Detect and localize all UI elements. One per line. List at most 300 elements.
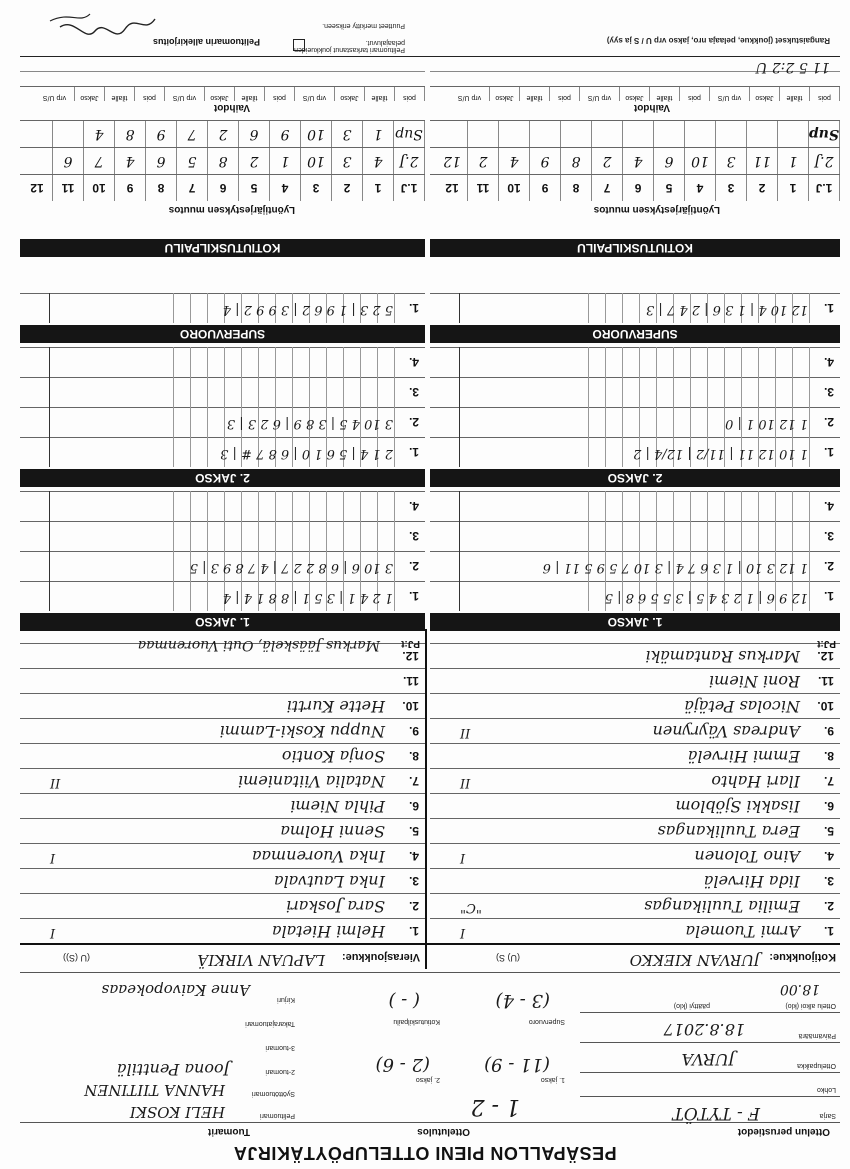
player-name: Eera Tuulikangas (657, 822, 800, 841)
inning-number: 1. (408, 301, 419, 315)
inning-entry: 5 2 3 | 1 9 6 2 | 3 9 9 2 | 4 (222, 302, 393, 317)
inning-cell (225, 377, 242, 407)
player-name: Nicolas Petäjä (684, 697, 800, 716)
inning-cell (691, 491, 708, 521)
batting-order-away (20, 120, 425, 201)
batting-order-cell: 8 (115, 121, 146, 147)
inning-number: 2. (408, 415, 419, 429)
player-mark: II (50, 775, 61, 790)
player-row (430, 718, 840, 743)
inning-cell (742, 491, 759, 521)
header-tuomarit: Tuomarit (207, 1126, 250, 1137)
takaraja-label: Takarajatuomari (245, 1020, 295, 1027)
player-number: 8. (408, 749, 419, 763)
player-name: Iisakki Sjöblom (675, 797, 800, 816)
kirjuri-value: Anne Kaivopokeaas (101, 981, 250, 999)
subs-col-header: tilalle (235, 87, 265, 101)
inning-cell (793, 347, 810, 377)
inning-cell (572, 581, 589, 611)
inning-cell (225, 491, 242, 521)
inning-cell (606, 491, 623, 521)
home-us: (U) S) (496, 953, 520, 963)
subs-header (430, 86, 840, 101)
inning-number: 3. (408, 529, 419, 543)
inning-cell (623, 407, 640, 437)
vaihdot-label-home: Vaihdot (633, 102, 670, 113)
player-number: 9. (823, 724, 834, 738)
inning-entry: 12 10 4 | 1 3 6 | 2 4 7 | 3 (646, 302, 808, 317)
inning-number: 2. (823, 415, 834, 429)
inning-cell (793, 521, 810, 551)
batting-order-cell (22, 148, 53, 174)
inning-cell (208, 377, 225, 407)
inning-cell (344, 491, 361, 521)
inning-total-box (430, 293, 460, 323)
inning-cell (742, 521, 759, 551)
inning-cell (242, 521, 259, 551)
supervuoro-bar-home: SUPERVUORO (430, 325, 840, 343)
inning-cell (293, 377, 310, 407)
kotiutus-bar-home: KOTIUTUSKILPAILU (430, 239, 840, 257)
inning-cell (776, 347, 793, 377)
batting-order-cell: 10 (499, 175, 530, 201)
puutteet-label: Puutteet merkitty erikseen. (322, 22, 405, 29)
batting-order-cell (716, 121, 747, 147)
player-row (20, 818, 425, 843)
inning-cell (191, 347, 208, 377)
player-number: 3. (408, 874, 419, 888)
player-name: Sara Joskari (285, 897, 385, 916)
inning-cell (293, 491, 310, 521)
batting-order-cell (778, 121, 809, 147)
inning-cell (259, 347, 276, 377)
batting-order-cell: 1.J (394, 175, 425, 201)
home-player-list (430, 643, 840, 943)
batting-order-cell: 3 (301, 175, 332, 201)
player-number: 7. (408, 774, 419, 788)
inning-cell (691, 407, 708, 437)
inning-cell (776, 377, 793, 407)
inning-cell (674, 377, 691, 407)
inning-cell (589, 491, 606, 521)
batting-order-cell: 6 (53, 148, 84, 174)
batting-order-cell: 4 (363, 148, 394, 174)
batting-order-cell (22, 121, 53, 147)
subs-away (20, 56, 425, 101)
inning-cell (191, 521, 208, 551)
batting-order-cell: 1 (778, 175, 809, 201)
batting-order-cell (623, 121, 654, 147)
inning-row (430, 491, 840, 521)
batting-order-cell: Sup (394, 121, 425, 147)
total-result: 1 - 2 (470, 1094, 520, 1119)
batting-order-cell: 10 (301, 121, 332, 147)
player-number: 6. (823, 799, 834, 813)
signature (40, 9, 160, 39)
inning-cell (606, 521, 623, 551)
player-row (20, 718, 425, 743)
header-tulos: Ottelutulos (417, 1126, 470, 1137)
inning-cell (191, 407, 208, 437)
player-row (430, 768, 840, 793)
away-pjt-value: Markus Jääskelä, Outi Vuorenmaa (137, 637, 380, 653)
batting-order-cell (530, 121, 561, 147)
player-number: 2. (823, 899, 834, 913)
player-number: 10. (402, 699, 419, 713)
inning-cell (276, 377, 293, 407)
player-number: 6. (408, 799, 419, 813)
player-number: 5. (408, 824, 419, 838)
inning-cell (572, 491, 589, 521)
inning-cell (589, 347, 606, 377)
subs-col-header: pois (395, 87, 425, 101)
player-row (20, 743, 425, 768)
kotiutus-result: ( - ) (388, 990, 420, 1011)
inning-cell (310, 377, 327, 407)
player-number: 9. (408, 724, 419, 738)
batting-order-cell: 1 (778, 148, 809, 174)
kirjoittanut-label: Pelituomari tarkastanut joukkueiden pelaajaluvut. (294, 39, 405, 53)
batting-order-cell: 3 (716, 148, 747, 174)
inning-cell (725, 377, 742, 407)
home-pjt-label: PJ:t (817, 638, 836, 649)
t2-label: 2-tuomari (265, 1068, 295, 1075)
player-name: Armi Tuomela (685, 922, 800, 941)
batting-order-row (430, 120, 840, 147)
subs-col-header: vrp U/S (295, 87, 335, 101)
inning-total-box (20, 551, 50, 581)
inning-cell (259, 491, 276, 521)
batting-order-cell: 4 (115, 148, 146, 174)
batting-order-cell (561, 121, 592, 147)
inning-cell (310, 521, 327, 551)
subs-col-header: tilalle (780, 87, 810, 101)
subs-header (20, 86, 425, 101)
subs-row (20, 71, 425, 86)
batting-order-cell: 6 (146, 148, 177, 174)
inning-cell (361, 521, 378, 551)
inning-entry: 3 10 4 5 | 3 8 9 | 6 2 3 | 3 (226, 416, 393, 431)
batting-order-cell (468, 121, 499, 147)
batting-order-cell: 10 (685, 148, 716, 174)
penalty-entry: 11 5 2:2 U (755, 59, 830, 75)
player-mark: I (50, 850, 56, 865)
batting-order-row (430, 147, 840, 174)
inning-cell (191, 293, 208, 323)
inning-total-box (430, 377, 460, 407)
subs-col-header: tilalle (520, 87, 550, 101)
batting-order-cell: 2 (239, 148, 270, 174)
pvm-label: Päivämäärä (798, 1032, 836, 1039)
inning-cell (174, 437, 191, 467)
inning-cell (657, 407, 674, 437)
inning-number: 4. (408, 499, 419, 513)
alkoi-value: 18.00 (779, 981, 820, 997)
inning-cell (174, 491, 191, 521)
inning-cell (344, 521, 361, 551)
allekirjoitus-label: Pelituomarin allekirjoitus (152, 37, 260, 47)
inning-cell (327, 347, 344, 377)
player-mark: I (50, 925, 56, 940)
inning-cell (606, 347, 623, 377)
inning-cell (191, 377, 208, 407)
inning-cell (242, 377, 259, 407)
inning-cell (606, 377, 623, 407)
inning-total-box (20, 377, 50, 407)
subs-col-header: vrp U/S (450, 87, 490, 101)
inning-total-box (20, 347, 50, 377)
inning-row (430, 437, 840, 467)
inning-cell (589, 581, 606, 611)
player-number: 11. (402, 674, 419, 688)
player-row (430, 668, 840, 693)
batting-order-cell: 7 (84, 148, 115, 174)
inning-total-box (20, 437, 50, 467)
player-name: Sonja Kontio (281, 747, 385, 766)
subs-col-header: tilalle (365, 87, 395, 101)
inning-cell (225, 521, 242, 551)
inning-cell (327, 491, 344, 521)
inning-cell (572, 377, 589, 407)
inning-cell (208, 407, 225, 437)
batting-order-cell: 1 (270, 148, 301, 174)
player-name: Emilia Tuulikangas (644, 897, 800, 916)
batting-order-cell: 8 (561, 148, 592, 174)
jakso2-bar-away: 2. JAKSO (20, 469, 425, 487)
inning-cell (589, 407, 606, 437)
subs-col-header: pois (810, 87, 840, 101)
syotto-label: Syöttötuomari (251, 1090, 295, 1097)
inning-cell (759, 521, 776, 551)
player-row (20, 918, 425, 943)
inning-cell (674, 347, 691, 377)
inning-cell (174, 347, 191, 377)
inning-row (430, 293, 840, 323)
inning-cell (361, 491, 378, 521)
player-name: Aino Tolonen (694, 847, 800, 866)
supervuoro-result: (3 - 4) (495, 990, 550, 1011)
rangaistukset-label: Rangaistukset (joukkue, pelaaja nro, jakso vrp U / S ja syy) (606, 36, 830, 45)
batting-order-cell: 10 (84, 175, 115, 201)
inning-cell (225, 347, 242, 377)
inning-total-box (20, 293, 50, 323)
player-row (430, 818, 840, 843)
batting-order-cell: 9 (530, 148, 561, 174)
inning-cell (191, 491, 208, 521)
inning-cell (157, 491, 174, 521)
player-name: Inka Vuorenmaa (251, 847, 385, 866)
batting-order-cell: 9 (115, 175, 146, 201)
inning-cell (157, 437, 174, 467)
batting-order-row (20, 174, 425, 201)
player-number: 1. (823, 924, 834, 938)
sarja-value: F - TYTÖT (672, 1103, 760, 1123)
inning-cell (378, 491, 395, 521)
home-team-label: Kotijoukkue: (769, 951, 836, 963)
inning-number: 1. (823, 589, 834, 603)
subs-col-header: Jakso (750, 87, 780, 101)
inning-cell (793, 491, 810, 521)
player-number: 7. (823, 774, 834, 788)
inning-cell (725, 491, 742, 521)
inning-row (20, 491, 425, 521)
inning-number: 4. (823, 355, 834, 369)
player-number: 1. (408, 924, 419, 938)
player-name: Roni Niemi (708, 672, 800, 691)
player-row (20, 693, 425, 718)
inning-total-box (20, 407, 50, 437)
inning-cell (572, 347, 589, 377)
inning-entry: 12 9 6 | 1 2 3 4 5 | 3 5 5 6 8 | 5 (604, 590, 808, 605)
inning-row (430, 551, 840, 581)
inning-row (20, 347, 425, 377)
inning-number: 3. (823, 529, 834, 543)
player-mark: II (460, 775, 471, 790)
batting-order-cell: 12 (22, 175, 53, 201)
inning-cell (174, 551, 191, 581)
inning-cell (759, 347, 776, 377)
player-name: Inka Lautvala (273, 872, 385, 891)
inning-cell (572, 521, 589, 551)
inning-row (20, 293, 425, 323)
batting-order-cell: 4 (623, 148, 654, 174)
inning-cell (174, 521, 191, 551)
player-number: 5. (823, 824, 834, 838)
inning-cell (623, 377, 640, 407)
supervuoro-label: Supervuoro (528, 1018, 565, 1025)
inning-total-box (430, 407, 460, 437)
batting-order-cell: 11 (53, 175, 84, 201)
inning-cell (674, 521, 691, 551)
inning-cell (191, 581, 208, 611)
paikka-label: Ottelupaikka (797, 1062, 836, 1069)
inning-number: 1. (408, 445, 419, 459)
batting-order-cell (592, 121, 623, 147)
inning-entry: 1 2 4 1 | 3 5 1 | 8 8 1 4 | 4 (222, 590, 393, 605)
player-name: Nuppu Koski-Lammi (219, 722, 385, 741)
inning-cell (572, 437, 589, 467)
player-row (20, 868, 425, 893)
kotiutus-bar-away: KOTIUTUSKILPAILU (20, 239, 425, 257)
batting-order-cell: 2 (592, 148, 623, 174)
inning-total-box (430, 347, 460, 377)
player-number: 3. (823, 874, 834, 888)
player-name: Andreas Väyrynen (652, 722, 800, 741)
inning-number: 2. (823, 559, 834, 573)
inning-cell (708, 521, 725, 551)
batting-order-cell: 3 (716, 175, 747, 201)
jakso1-bar-away: 1. JAKSO (20, 613, 425, 631)
inning-cell (589, 377, 606, 407)
inning-cell (208, 347, 225, 377)
inning-cell (157, 407, 174, 437)
subs-col-header: Jakso (490, 87, 520, 101)
inning-cell (157, 551, 174, 581)
subs-col-header: vrp U/S (580, 87, 620, 101)
inning-cell (293, 347, 310, 377)
jakso1-bar-home: 1. JAKSO (430, 613, 840, 631)
player-number: 10. (817, 699, 834, 713)
inning-cell (157, 521, 174, 551)
batting-order-cell: 6 (239, 121, 270, 147)
player-number: 12. (817, 649, 834, 663)
inning-cell (378, 377, 395, 407)
player-row (20, 793, 425, 818)
player-number: 4. (408, 849, 419, 863)
paikka-value: JURVA (681, 1050, 735, 1069)
batting-order-cell: 4 (270, 175, 301, 201)
batting-order-cell: 9 (270, 121, 301, 147)
batting-order-cell: 3 (332, 148, 363, 174)
inning-cell (674, 407, 691, 437)
inning-total-box (20, 491, 50, 521)
player-row (20, 843, 425, 868)
sarja-label: Sarja (819, 1112, 836, 1119)
batting-order-cell: 12 (437, 175, 468, 201)
away-us: (U (S)) (63, 953, 90, 963)
batting-order-cell: 12 (437, 148, 468, 174)
inning-cell (640, 491, 657, 521)
inning-number: 3. (408, 385, 419, 399)
subs-col-header: vrp U/S (710, 87, 750, 101)
batting-order-row (20, 120, 425, 147)
player-row (430, 793, 840, 818)
inning-cell (174, 407, 191, 437)
batting-order-cell: 5 (654, 175, 685, 201)
inning-cell (793, 377, 810, 407)
inning-cell (276, 521, 293, 551)
inning-cell (640, 347, 657, 377)
inning-cell (344, 347, 361, 377)
inning-cell (657, 521, 674, 551)
player-name: Helmi Hietala (271, 922, 385, 941)
inning-total-box (430, 491, 460, 521)
puutteet-checkbox[interactable] (293, 39, 305, 51)
away-player-list (20, 643, 425, 943)
inning-cell (259, 521, 276, 551)
batting-order-cell: 4 (499, 148, 530, 174)
batting-order-cell: 2 (468, 148, 499, 174)
player-number: 4. (823, 849, 834, 863)
batting-order-cell: 9 (530, 175, 561, 201)
inning-cell (657, 491, 674, 521)
subs-col-header: tilalle (650, 87, 680, 101)
inning-row (430, 521, 840, 551)
player-mark: I (460, 850, 466, 865)
pvm-value: 18.8.2017 (663, 1020, 745, 1039)
batting-order-cell: 2.J (394, 148, 425, 174)
inning-cell (657, 377, 674, 407)
batting-order-cell: 2 (332, 175, 363, 201)
inning-cell (708, 407, 725, 437)
inning-cell (623, 491, 640, 521)
inning-cell (276, 491, 293, 521)
subs-col-header: pois (680, 87, 710, 101)
paattyi-label: päättyi (klo) (673, 1002, 710, 1009)
inning-number: 4. (823, 499, 834, 513)
inning-cell (691, 377, 708, 407)
subs-col-header: vrp U/S (35, 87, 75, 101)
inning-cell (157, 293, 174, 323)
player-mark: I (460, 925, 466, 940)
subs-row (20, 56, 425, 71)
inning-cell (708, 377, 725, 407)
subs-col-header: tilalle (105, 87, 135, 101)
inning-total-box (430, 521, 460, 551)
inning-cell (293, 521, 310, 551)
lyonti-label-home: Lyöntijärjestyksen muutos (593, 204, 720, 215)
jakso2-label: 2. jakso (415, 1076, 440, 1083)
